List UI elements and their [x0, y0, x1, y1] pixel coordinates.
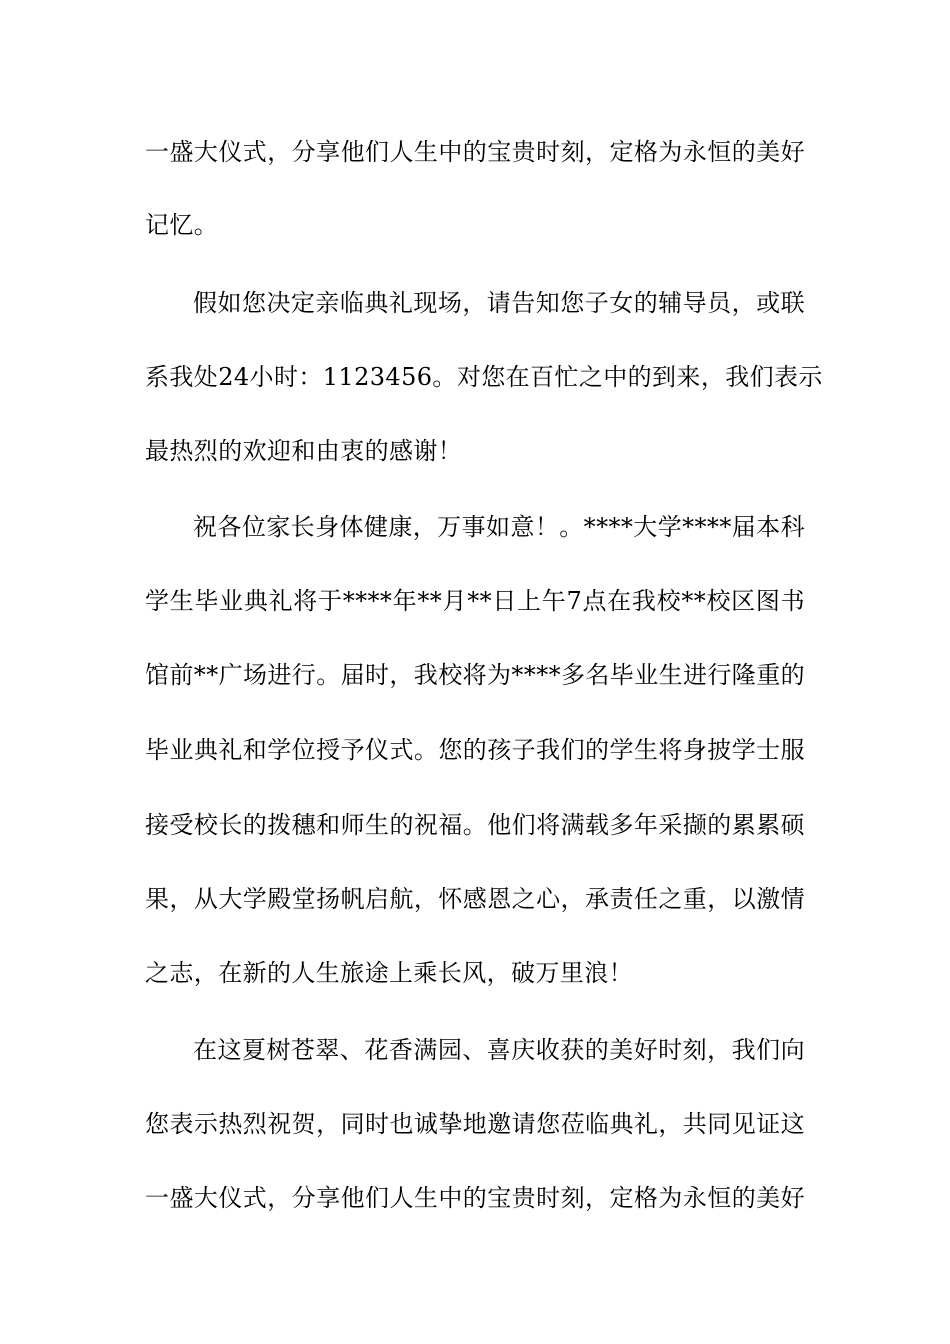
text-line: 接受校长的拨穗和师生的祝福。他们将满载多年采撷的累累硕 [145, 811, 805, 839]
text-line: 记忆。 [145, 211, 219, 239]
text-line: 假如您决定亲临典礼现场，请告知您子女的辅导员，或联 [193, 289, 805, 317]
text-line: 馆前**广场进行。届时，我校将为****多名毕业生进行隆重的 [145, 661, 805, 689]
text-line: 祝各位家长身体健康，万事如意！。****大学****届本科 [193, 513, 805, 541]
text-line: 果，从大学殿堂扬帆启航，怀感恩之心，承责任之重，以激情 [145, 885, 805, 913]
text-line: 在这夏树苍翠、花香满园、喜庆收获的美好时刻，我们向 [193, 1036, 805, 1064]
text-line: 系我处24小时：1123456。对您在百忙之中的到来，我们表示 [145, 363, 823, 391]
text-line: 学生毕业典礼将于****年**月**日上午7点在我校**校区图书 [145, 587, 805, 615]
text-line: 一盛大仪式，分享他们人生中的宝贵时刻，定格为永恒的美好 [145, 138, 805, 166]
text-line: 之志，在新的人生旅途上乘长风，破万里浪！ [145, 959, 633, 987]
text-line: 最热烈的欢迎和由衷的感谢！ [145, 437, 463, 465]
text-line: 您表示热烈祝贺，同时也诚挚地邀请您莅临典礼，共同见证这 [145, 1110, 805, 1138]
text-line: 一盛大仪式，分享他们人生中的宝贵时刻，定格为永恒的美好 [145, 1184, 805, 1212]
text-line: 毕业典礼和学位授予仪式。您的孩子我们的学生将身披学士服 [145, 736, 805, 764]
